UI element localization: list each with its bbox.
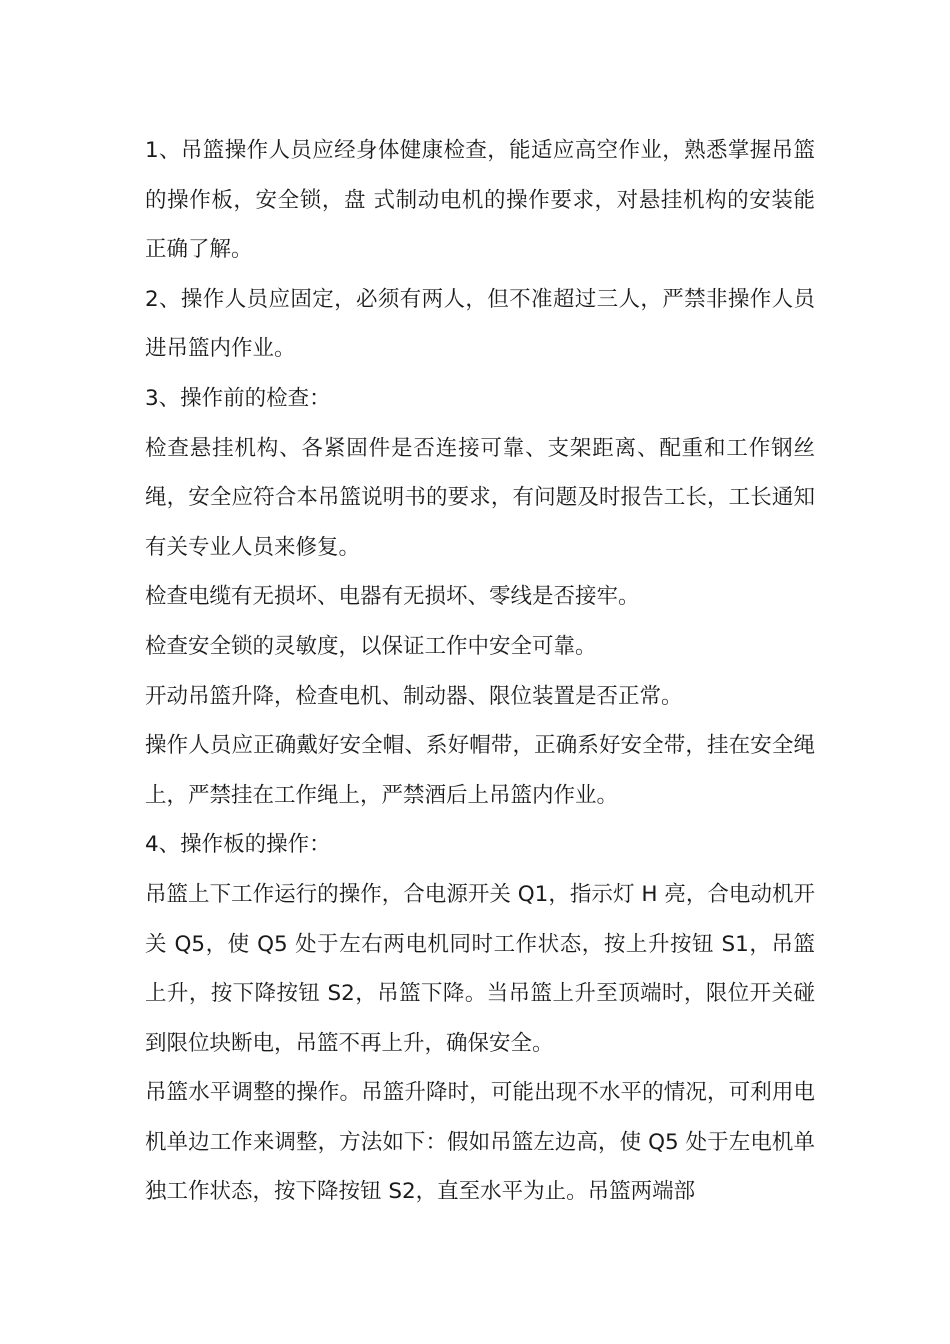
paragraph-9: 4、操作板的操作：	[145, 832, 331, 858]
paragraph-3: 3、操作前的检查：	[145, 385, 331, 411]
paragraph-4: 检查悬挂机构、各紧固件是否连接可靠、支架距离、配重和工作钢丝绳，安全应符合本吊篮说明书的要求，有问题及时报告工长，工长通知有关专业人员来修复。	[145, 435, 815, 560]
paragraph-5: 检查电缆有无损坏、电器有无损坏、零线是否接牢。	[145, 584, 640, 610]
paragraph-10: 吊篮上下工作运行的操作，合电源开关 Q1，指示灯 H 亮，合电动机开关 Q5，使 Q5 处于左右两电机同时工作状态，按上升按钮 S1，吊篮上升，按下降按钮 S2，吊篮下降。当吊篮上升至顶端时，限位开关碰到限位块断电，吊篮不再上升，确保安全。	[145, 881, 815, 1056]
paragraph-2: 2、操作人员应固定，必须有两人，但不准超过三人，严禁非操作人员进吊篮内作业。	[145, 286, 815, 362]
document-body	[145, 126, 815, 1217]
paragraph-1: 1、吊篮操作人员应经身体健康检查，能适应高空作业，熟悉掌握吊篮的操作板，安全锁，盘 式制动电机的操作要求，对悬挂机构的安装能正确了解。	[145, 138, 815, 263]
paragraph-11: 吊篮水平调整的操作。吊篮升降时，可能出现不水平的情况，可利用电机单边工作来调整，方法如下：假如吊篮左边高，使 Q5 处于左电机单独工作状态，按下降按钮 S2，直至水平为止。吊篮两端部	[145, 1080, 815, 1205]
paragraph-8: 操作人员应正确戴好安全帽、系好帽带，正确系好安全带，挂在安全绳上，严禁挂在工作绳上，严禁酒后上吊篮内作业。	[145, 733, 815, 808]
paragraph-7: 开动吊篮升降，检查电机、制动器、限位装置是否正常。	[145, 683, 683, 709]
paragraph-6: 检查安全锁的灵敏度，以保证工作中安全可靠。	[145, 633, 597, 659]
